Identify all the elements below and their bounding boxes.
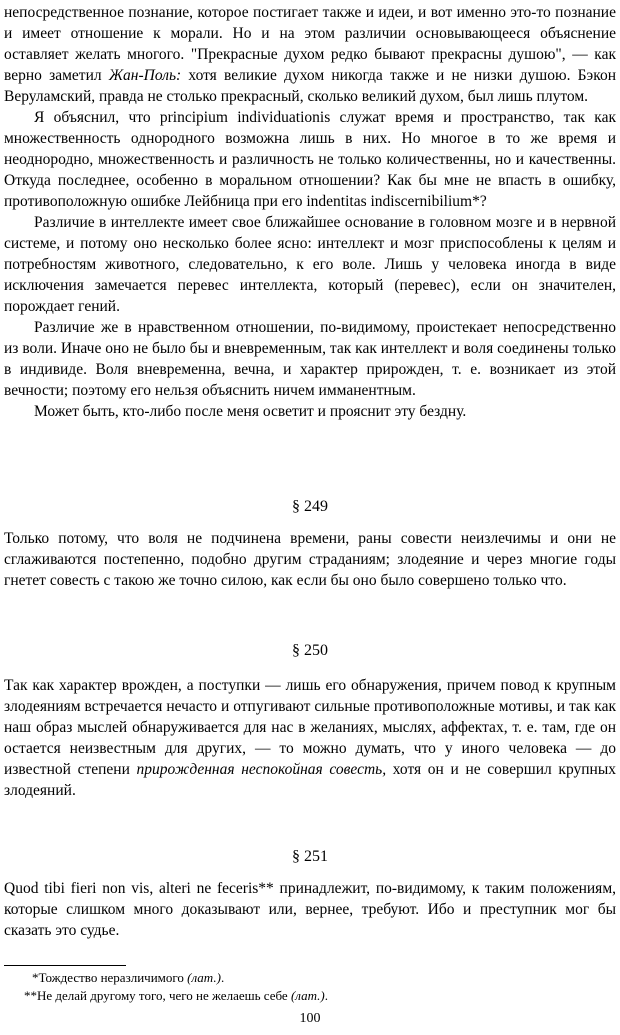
section-heading-250: § 250 xyxy=(292,642,328,659)
footnote: **Не делай другому того, чего не желаешь себе (лат.). xyxy=(24,988,329,1003)
paragraph: Может быть, кто-либо после меня осветит и прояснит эту бездну. xyxy=(34,403,467,420)
paragraph: Я объяснил, что principium individuationis служат время и пространство, так как множественность однородного возможна лишь в них. Но многое в то же время и неоднородно, множественность и различность не только количественны, но и качественны. Откуда последнее, особенно в моральном отношении? Как бы мне не впасть в ошибку, противоположную ошибке Лейбница при его indentitas indiscernibilium*? xyxy=(4,109,616,210)
section-251-text xyxy=(4,878,616,941)
author-name-italic: Жан-Поль: xyxy=(108,67,182,84)
section-250-text xyxy=(4,675,616,801)
paragraph: Различие же в нравственном отношении, по-видимому, проистекает непосредственно из воли. Иначе оно не было бы и вневременным, так как интеллект и воля соединены только в индивиде. Воля вневременна, вечна, и характер прирожден, т. е. возникает из этой вечности; поэтому его нельзя объяснить ничем имманентным. xyxy=(4,319,616,399)
page-number: 100 xyxy=(299,1011,321,1026)
paragraph: Quod tibi fieri non vis, alteri ne feceris** принадлежит, по-видимому, к таким положениям, которые слишком много доказывают или, вернее, требуют. Ибо и преступник мог бы сказать это судье. xyxy=(4,880,616,939)
footnotes xyxy=(24,969,612,1005)
section-heading-251: § 251 xyxy=(292,848,328,865)
italic-phrase: прирожденная неспокойная совесть, xyxy=(136,761,387,778)
paragraph: непосредственное познание, которое постигает также и идеи, и вот именно это-то познание и имеет отношение к морали. Но и на этом различии основывающееся объяснение оставляет желать многого. "Прекрасные духом редко бывают прекрасны душою", — как верно заметил Жан-Поль: хотя великие духом никогда также и не низки душою. Бэкон Веруламский, правда не столько прекрасный, сколько великий духом, был лишь плутом. xyxy=(4,4,616,105)
paragraph: Так как характер врожден, а поступки — лишь его обнаружения, причем повод к крупным злодеяниям встречается нечасто и отпугивают сильные противоположные мотивы, и так как наш образ мыслей обнаруживается для нас в желаниях, мыслях, аффектах, т. е. там, где он остается неизвестным для других, — то можно думать, что у иного человека — до известной степени прирожденная неспокойная совесть, хотя он и не совершил крупных злодеяний. xyxy=(4,677,616,799)
paragraph: Различие в интеллекте имеет свое ближайшее основание в головном мозге и в нервной системе, и потому оно несколько более ясно: интеллект и мозг приспособлены к целям и потребностям животного, следовательно, к его воле. Лишь у человека иногда в виде исключения замечается перевес интеллекта, который (перевес), если он значителен, порождает гений. xyxy=(4,214,616,315)
footnote-divider xyxy=(4,965,126,966)
section-heading-249: § 249 xyxy=(292,498,328,515)
continued-text-block xyxy=(4,2,616,422)
footnote: *Тождество неразличимого (лат.). xyxy=(32,970,225,985)
paragraph: Только потому, что воля не подчинена времени, раны совести неизлечимы и они не сглаживаются постепенно, подобно другим страданиям; злодеяние и через многие годы гнетет совесть с такою же точно силою, как если бы оно было совершено только что. xyxy=(4,530,616,589)
section-249-text xyxy=(4,528,616,591)
